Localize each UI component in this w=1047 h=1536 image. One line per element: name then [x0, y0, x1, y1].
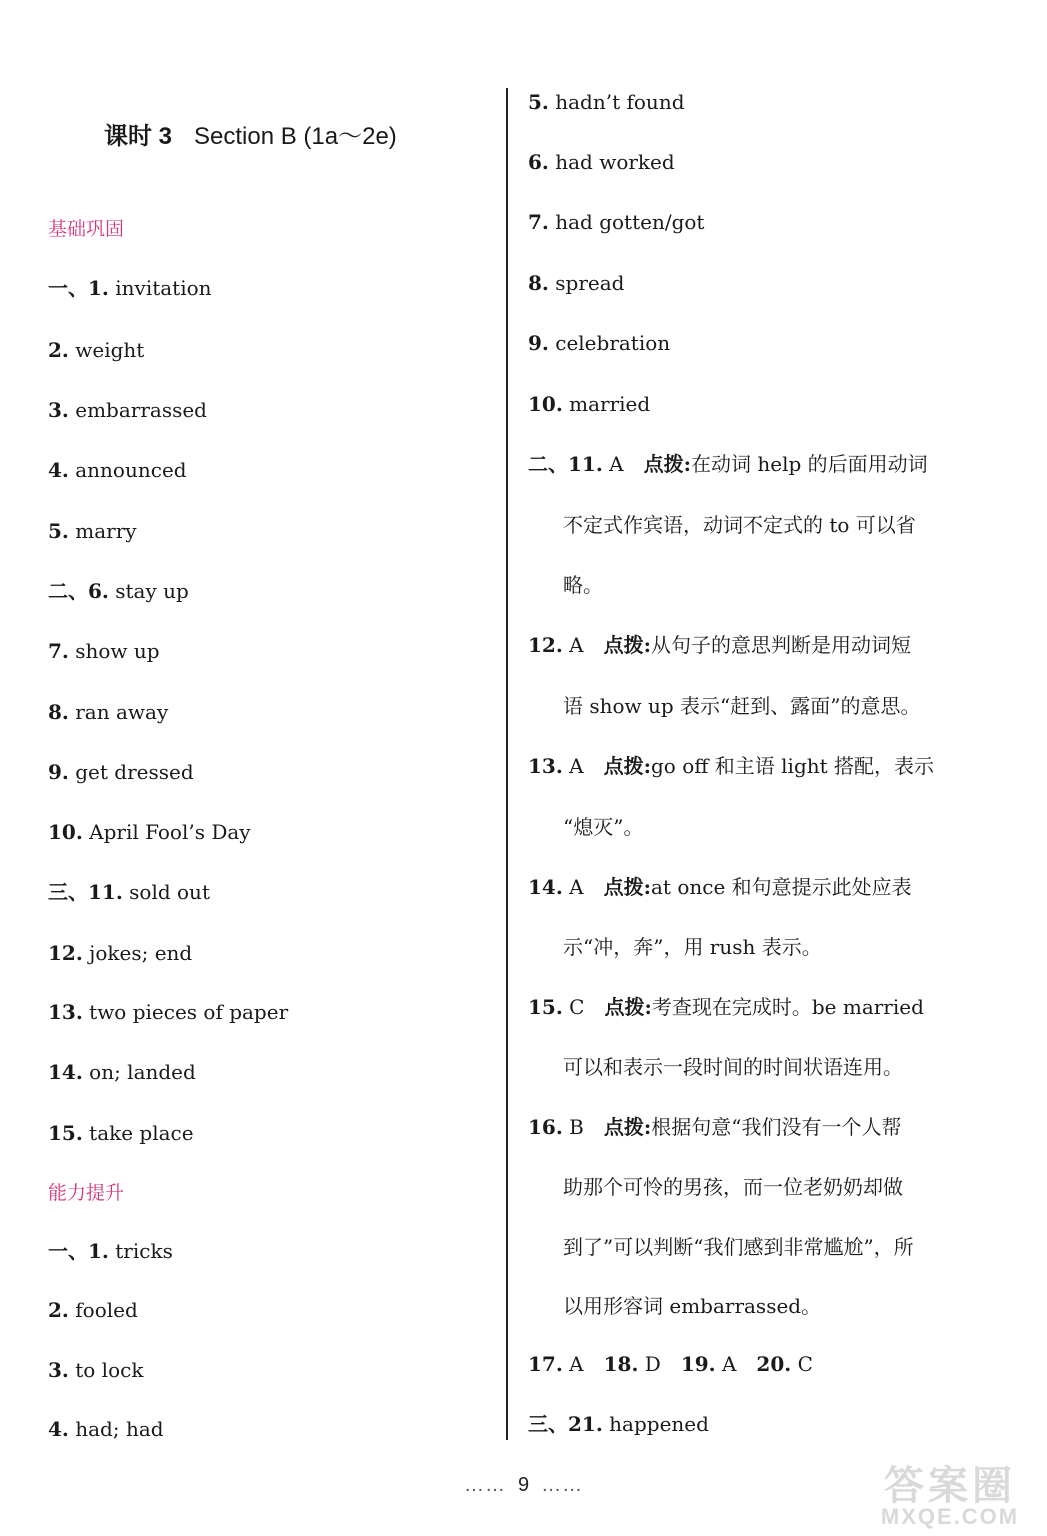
answer-item: 10. married — [528, 392, 651, 416]
explanation-line: 到了”可以判断“我们感到非常尴尬”，所 — [563, 1235, 914, 1259]
explanation-line: 可以和表示一段时间的时间状语连用。 — [563, 1055, 903, 1079]
explanation-line: 不定式作宾语，动词不定式的 to 可以省 — [563, 513, 916, 537]
answer-item: 8. spread — [528, 271, 625, 295]
questions-17-20-answers: 17. A 18. D 19. A 20. C — [528, 1352, 813, 1376]
question-13-answer: 13. A 点拨:go off 和主语 light 搭配，表示 — [528, 754, 935, 778]
question-15-answer: 15. C 点拨:考查现在完成时。be married — [528, 995, 924, 1019]
page-title — [104, 116, 397, 151]
explanation-line: 助那个可怜的男孩，而一位老奶奶却做 — [563, 1175, 903, 1199]
answer-item: 10. April Fool’s Day — [48, 820, 251, 844]
footer-dots-left: …… — [463, 1474, 506, 1496]
tip-label: 点拨: — [603, 633, 651, 657]
answer-item: 7. show up — [48, 639, 160, 663]
explanation-line: 语 show up 表示“赶到、露面”的意思。 — [563, 694, 921, 718]
tip-label: 点拨: — [603, 754, 651, 778]
column-divider — [506, 88, 508, 1440]
answer-item: 7. had gotten/got — [528, 210, 705, 234]
explanation-line: 以用形容词 embarrassed。 — [563, 1294, 822, 1318]
answer-item: 6. had worked — [528, 150, 675, 174]
question-11-answer: 二、11. A 点拨:在动词 help 的后面用动词 — [528, 452, 928, 476]
answer-item: 15. take place — [48, 1121, 194, 1145]
answer-item: 二、6. stay up — [48, 579, 189, 603]
question-12-answer: 12. A 点拨:从句子的意思判断是用动词短 — [528, 633, 911, 657]
answer-item: 9. celebration — [528, 331, 671, 355]
watermark-logo: 答案圈 MXQE.COM — [880, 1464, 1020, 1529]
lesson-label: 课时 3 — [104, 123, 173, 150]
answer-item: 14. on; landed — [48, 1060, 196, 1084]
page-number: 9 — [517, 1474, 530, 1496]
answer-item: 一、1. invitation — [48, 276, 212, 300]
answer-item: 12. jokes; end — [48, 941, 193, 965]
question-16-answer: 16. B 点拨:根据句意“我们没有一个人帮 — [528, 1115, 902, 1139]
tip-label: 点拨: — [604, 995, 652, 1019]
answer-item: 三、21. happened — [528, 1412, 709, 1436]
heading-basic: 基础巩固 — [48, 218, 125, 240]
tip-label: 点拨: — [603, 1115, 652, 1139]
answer-item: 4. had; had — [48, 1417, 164, 1441]
answer-item: 一、1. tricks — [48, 1239, 173, 1263]
answer-item: 5. marry — [48, 519, 137, 543]
answer-item: 2. weight — [48, 338, 145, 362]
answer-item: 三、11. sold out — [48, 880, 210, 904]
explanation-line: 略。 — [563, 573, 603, 597]
section-label: Section B (1a～2e) — [194, 123, 397, 150]
answer-item: 9. get dressed — [48, 760, 194, 784]
answer-item: 4. announced — [48, 458, 187, 482]
answer-item: 13. two pieces of paper — [48, 1000, 289, 1024]
footer-dots-right: …… — [541, 1474, 584, 1496]
answer-item: 3. embarrassed — [48, 398, 207, 422]
answer-item: 8. ran away — [48, 700, 169, 724]
answer-item: 3. to lock — [48, 1358, 144, 1382]
heading-ability: 能力提升 — [48, 1182, 125, 1204]
tip-label: 点拨: — [603, 875, 651, 899]
answer-item: 5. hadn’t found — [528, 90, 685, 114]
question-14-answer: 14. A 点拨:at once 和句意提示此处应表 — [528, 875, 912, 899]
explanation-line: 示“冲，奔”，用 rush 表示。 — [563, 935, 822, 959]
tip-label: 点拨: — [643, 452, 691, 476]
answer-item: 2. fooled — [48, 1298, 138, 1322]
explanation-line: “熄灭”。 — [563, 815, 644, 839]
